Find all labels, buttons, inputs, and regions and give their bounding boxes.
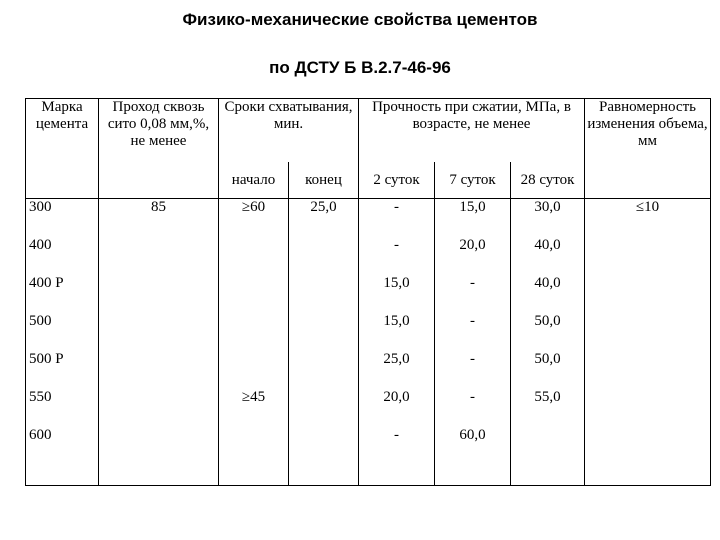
strength-28-days: 50,0 xyxy=(511,351,585,389)
strength-7-days: - xyxy=(435,313,511,351)
strength-7-days: - xyxy=(435,351,511,389)
uniformity-value: ≤10 xyxy=(585,199,711,486)
header-grade: Марка цемента xyxy=(26,99,99,199)
document-title: Физико-механические свойства цементов xyxy=(182,10,538,29)
sieve-value: 85 xyxy=(99,199,219,486)
header-strength: Прочность при сжатии, МПа, в возрасте, не менее xyxy=(359,99,585,163)
header-2-days: 2 суток xyxy=(359,162,435,199)
table-row-grade: 300 xyxy=(26,199,99,238)
table-row-grade: 500 Р xyxy=(26,351,99,389)
strength-7-days: - xyxy=(435,389,511,427)
strength-28-days: 55,0 xyxy=(511,389,585,427)
header-7-days: 7 суток xyxy=(435,162,511,199)
header-28-days: 28 суток xyxy=(511,162,585,199)
strength-7-days: 20,0 xyxy=(435,237,511,275)
header-uniformity: Равномерность изменения объема, мм xyxy=(585,99,711,199)
strength-7-days: - xyxy=(435,275,511,313)
strength-28-days xyxy=(511,427,585,486)
table-row-grade: 500 xyxy=(26,313,99,351)
setting-end-value: 25,0 xyxy=(289,199,359,238)
setting-start-value: ≥45 xyxy=(219,389,289,486)
strength-2-days: 20,0 xyxy=(359,389,435,427)
header-setting: Сроки схватывания, мин. xyxy=(219,99,359,163)
standard-subtitle: по ДСТУ Б В.2.7-46-96 xyxy=(269,58,451,77)
strength-28-days: 40,0 xyxy=(511,237,585,275)
header-setting-start: начало xyxy=(219,162,289,199)
strength-2-days: - xyxy=(359,237,435,275)
strength-2-days: 15,0 xyxy=(359,275,435,313)
header-sieve: Проход сквозь сито 0,08 мм,%, не менее xyxy=(99,99,219,199)
strength-28-days: 50,0 xyxy=(511,313,585,351)
setting-end-blank xyxy=(289,351,359,389)
strength-28-days: 40,0 xyxy=(511,275,585,313)
setting-end-blank xyxy=(289,275,359,313)
setting-end-blank xyxy=(289,237,359,275)
setting-end-blank xyxy=(289,389,359,427)
strength-7-days: 15,0 xyxy=(435,199,511,238)
table-row-grade: 600 xyxy=(26,427,99,486)
table-row-grade: 550 xyxy=(26,389,99,427)
header-setting-end: конец xyxy=(289,162,359,199)
table-row-grade: 400 xyxy=(26,237,99,275)
table-row-grade: 400 Р xyxy=(26,275,99,313)
setting-end-blank xyxy=(289,427,359,486)
strength-2-days: 25,0 xyxy=(359,351,435,389)
strength-28-days: 30,0 xyxy=(511,199,585,238)
strength-2-days: - xyxy=(359,427,435,486)
setting-end-blank xyxy=(289,313,359,351)
strength-2-days: 15,0 xyxy=(359,313,435,351)
setting-start-value: ≥60 xyxy=(219,199,289,390)
cement-properties-table xyxy=(25,98,711,486)
strength-2-days: - xyxy=(359,199,435,238)
strength-7-days: 60,0 xyxy=(435,427,511,486)
